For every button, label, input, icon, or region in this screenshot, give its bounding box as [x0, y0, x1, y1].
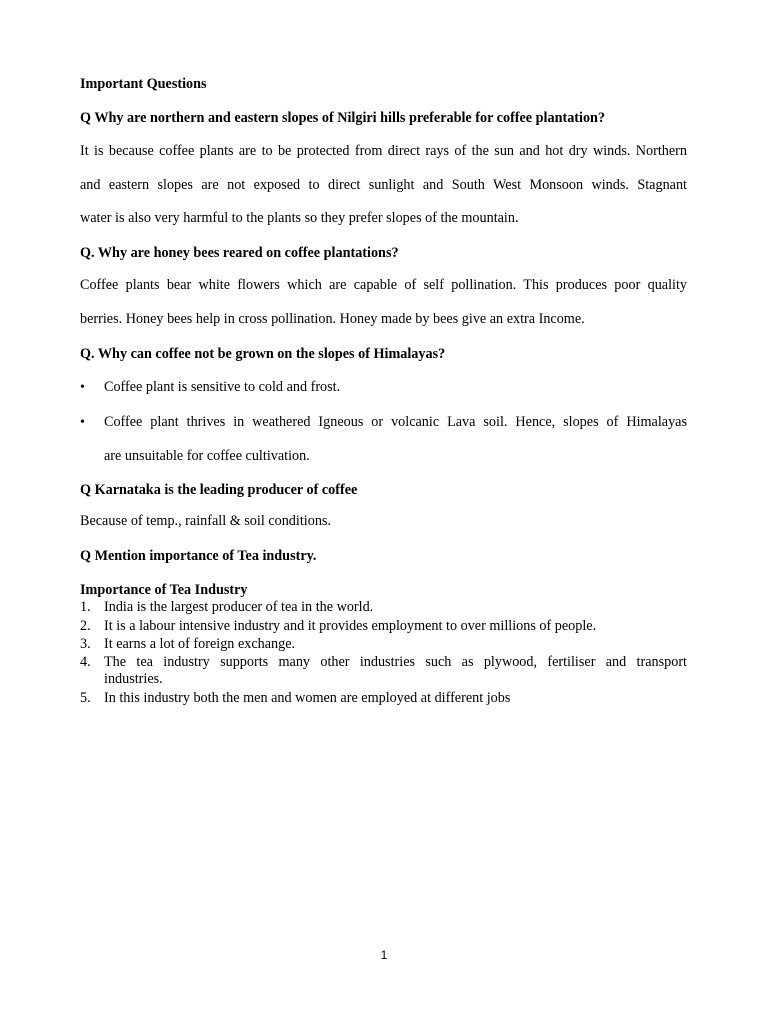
list-item-line: In this industry both the men and women are employed at different jobs	[104, 690, 511, 706]
answer-line: It is because coffee plants are to be protected from direct rays of the sun and hot dry winds. Northern	[80, 143, 687, 159]
answer-honey-bees	[80, 269, 687, 336]
bullet-text	[104, 406, 687, 473]
list-item-number: 5.	[80, 690, 91, 706]
question-tea-industry: Q Mention importance of Tea industry.	[80, 548, 317, 564]
answer-karnataka	[80, 505, 687, 539]
bullet-icon: •	[80, 415, 85, 430]
list-title: Importance of Tea Industry	[80, 582, 248, 598]
list-item-line: India is the largest producer of tea in the world.	[104, 599, 374, 615]
list-item-text	[104, 618, 687, 635]
list-item-text	[104, 690, 687, 707]
list-item-number: 4.	[80, 654, 91, 670]
list-item-text	[104, 654, 687, 688]
list-item-line: The tea industry supports many other industries such as plywood, fertiliser and transport	[104, 654, 687, 670]
list-item-number: 1.	[80, 599, 91, 615]
question-karnataka: Q Karnataka is the leading producer of coffee	[80, 482, 358, 498]
answer-line: water is also very harmful to the plants so they prefer slopes of the mountain.	[80, 210, 519, 226]
list-item-number: 2.	[80, 618, 91, 634]
bullet-line: Coffee plant is sensitive to cold and frost.	[104, 379, 341, 395]
list-item-number: 3.	[80, 636, 91, 652]
document-title: Important Questions	[80, 76, 207, 92]
list-item-text	[104, 599, 687, 616]
document-page	[80, 0, 687, 1024]
list-item-text	[104, 636, 687, 653]
bullet-line: Coffee plant thrives in weathered Igneous or volcanic Lava soil. Hence, slopes of Himalayas	[104, 414, 687, 430]
list-item-line: It is a labour intensive industry and it provides employment to over millions of people.	[104, 618, 597, 634]
bullet-icon: •	[80, 380, 85, 395]
answer-line: Because of temp., rainfall & soil conditions.	[80, 513, 331, 529]
question-honey-bees: Q. Why are honey bees reared on coffee plantations?	[80, 245, 399, 261]
page-number: 1	[380, 948, 388, 962]
bullet-line: are unsuitable for coffee cultivation.	[104, 447, 310, 464]
list-item-line: industries.	[104, 671, 163, 687]
answer-line: Coffee plants bear white flowers which are capable of self pollination. This produces poor quality	[80, 277, 687, 293]
answer-line: berries. Honey bees help in cross pollination. Honey made by bees give an extra Income.	[80, 310, 585, 327]
answer-nilgiri	[80, 135, 687, 236]
list-item-line: It earns a lot of foreign exchange.	[104, 636, 296, 652]
question-nilgiri: Q Why are northern and eastern slopes of Nilgiri hills preferable for coffee plantation?	[80, 110, 606, 126]
question-himalayas: Q. Why can coffee not be grown on the slopes of Himalayas?	[80, 346, 446, 362]
answer-line: and eastern slopes are not exposed to direct sunlight and South West Monsoon winds. Stagnant	[80, 176, 687, 193]
bullet-text	[104, 371, 687, 405]
